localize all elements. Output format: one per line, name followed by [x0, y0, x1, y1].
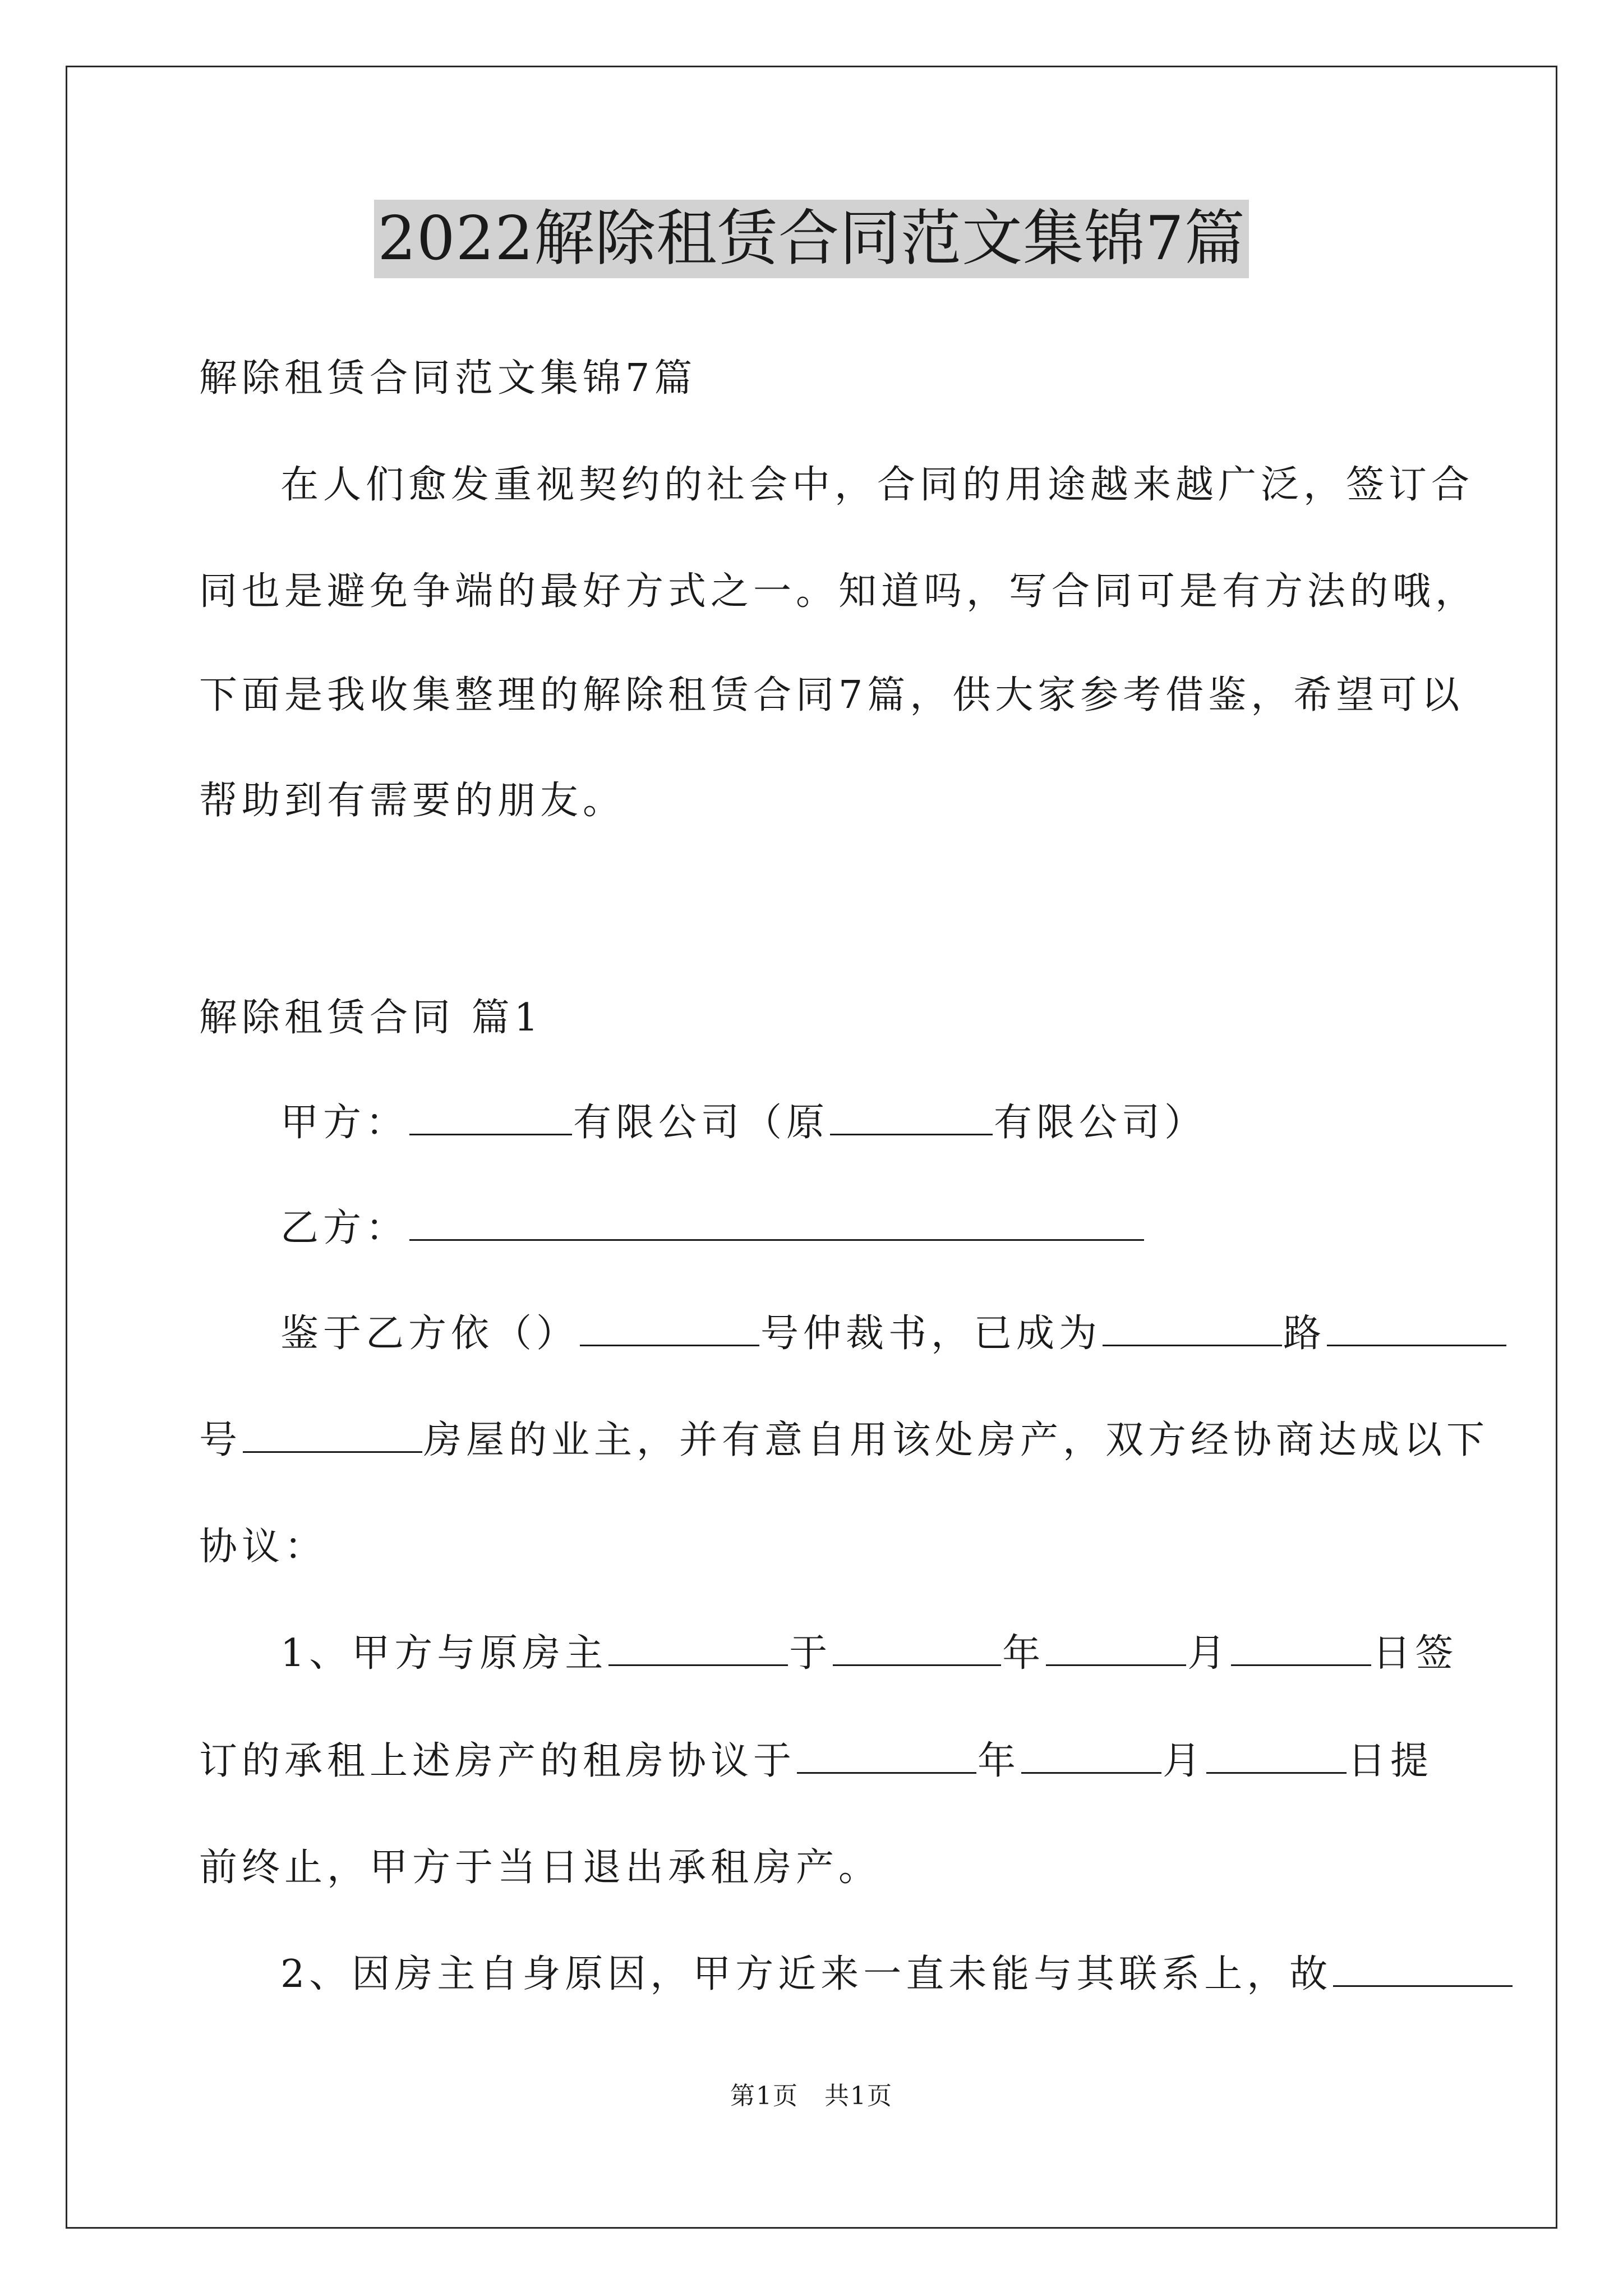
para1-text: 鉴于乙方依（） — [280, 1312, 579, 1356]
party-b-line — [280, 1200, 1514, 1257]
clause2-text: 2、因房主自身原因，甲方近来一直未能与其联系上，故 — [280, 1952, 1332, 1996]
intro-line-4: 帮助到有需要的朋友。 — [199, 779, 626, 823]
clause1-text: 订的承租上述房产的租房协议于 — [199, 1739, 796, 1783]
clause1-line-3: 前终止，甲方于当日退出承租房产。 — [199, 1846, 882, 1890]
intro-line-1: 在人们愈发重视契约的社会中，合同的用途越来越广泛，签订合 — [280, 463, 1474, 507]
blank-field[interactable] — [409, 1204, 1144, 1241]
party-a-label: 甲方： — [280, 1101, 409, 1145]
clause1-line-1 — [280, 1626, 1514, 1682]
blank-field[interactable] — [1206, 1737, 1347, 1774]
blank-field[interactable] — [1046, 1630, 1186, 1666]
page-footer: 第1页 共1页 — [730, 2082, 893, 2110]
blank-field[interactable] — [830, 1099, 993, 1135]
para1-text: 号 — [199, 1418, 242, 1462]
blank-field[interactable] — [409, 1099, 572, 1135]
blank-field[interactable] — [833, 1630, 1001, 1666]
party-b-label: 乙方： — [280, 1206, 409, 1250]
blank-field[interactable] — [1021, 1737, 1161, 1774]
para1-text: 房屋的业主，并有意自用该处房产，双方经协商达成以下 — [423, 1418, 1490, 1462]
para1-line-1 — [280, 1306, 1514, 1362]
intro-line-3: 下面是我收集整理的解除租赁合同7篇，供大家参考借鉴，希望可以 — [199, 673, 1464, 717]
blank-field[interactable] — [243, 1416, 422, 1453]
party-a-company-suffix: 有限公司（原 — [573, 1101, 829, 1145]
document-title: 2022解除租赁合同范文集锦7篇 — [374, 200, 1249, 278]
clause1-text: 日签 — [1372, 1631, 1458, 1676]
blank-field[interactable] — [1333, 1950, 1513, 1987]
party-a-company-suffix-end: 有限公司） — [994, 1101, 1207, 1145]
section-heading: 解除租赁合同 篇1 — [199, 996, 543, 1040]
clause1-text: 年 — [978, 1739, 1021, 1783]
document-subtitle: 解除租赁合同范文集锦7篇 — [199, 356, 697, 401]
blank-field[interactable] — [1327, 1310, 1506, 1346]
para1-text: 路 — [1283, 1312, 1326, 1356]
blank-field[interactable] — [797, 1737, 976, 1774]
blank-field[interactable] — [1103, 1310, 1282, 1346]
para1-line-2 — [199, 1412, 1490, 1469]
clause1-text: 月 — [1163, 1739, 1206, 1783]
document-title-container — [0, 200, 1623, 278]
blank-field[interactable] — [580, 1310, 759, 1346]
clause1-text: 1、甲方与原房主 — [280, 1631, 608, 1676]
blank-field[interactable] — [608, 1630, 788, 1666]
clause1-text: 年 — [1002, 1631, 1045, 1676]
para1-line-3: 协议： — [199, 1525, 328, 1569]
clause1-text: 于 — [789, 1631, 832, 1676]
clause2-line-1 — [280, 1947, 1514, 2003]
para1-text: 号仲裁书，已成为 — [760, 1312, 1102, 1356]
clause1-line-2 — [199, 1733, 1433, 1789]
intro-line-2: 同也是避免争端的最好方式之一。知道吗，写合同可是有方法的哦， — [199, 569, 1478, 614]
clause1-text: 日提 — [1348, 1739, 1433, 1783]
clause1-text: 月 — [1187, 1631, 1230, 1676]
party-a-line — [280, 1095, 1514, 1151]
blank-field[interactable] — [1231, 1630, 1371, 1666]
